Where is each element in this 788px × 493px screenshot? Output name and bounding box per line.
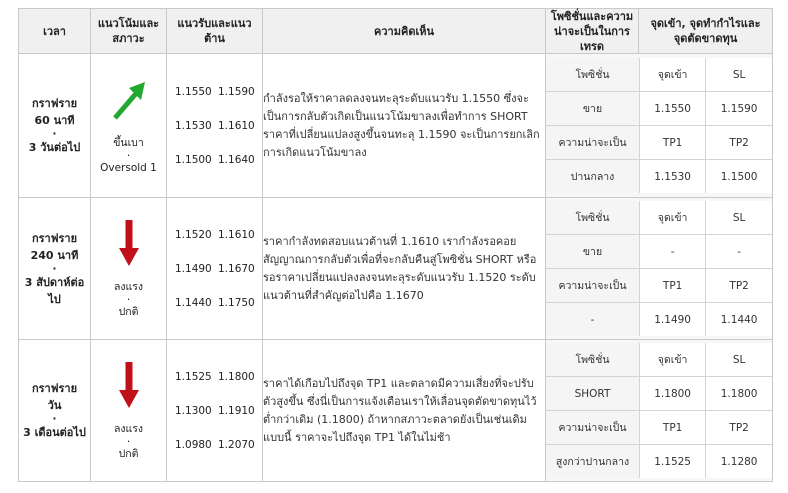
condition-label: ปกติ bbox=[118, 305, 139, 318]
level-pair bbox=[167, 286, 262, 320]
period-line-3: 3 สัปดาห์ต่อไป bbox=[24, 275, 85, 306]
pos-label: สูงกว่าปานกลาง bbox=[546, 445, 640, 479]
position-subtable bbox=[546, 343, 772, 478]
period-line-2: วัน bbox=[47, 399, 62, 412]
period-line-2: 60 นาที bbox=[34, 114, 75, 127]
pos-label: ความน่าจะเป็น bbox=[546, 269, 640, 303]
pos-label: ความน่าจะเป็น bbox=[546, 411, 640, 445]
position-cell bbox=[546, 198, 773, 340]
period-cell bbox=[19, 198, 91, 340]
trend-cell bbox=[91, 340, 167, 482]
pos-label: ขาย bbox=[546, 92, 640, 126]
period-cell bbox=[19, 54, 91, 198]
levels-cell bbox=[167, 54, 263, 198]
pos-value: 1.1800 bbox=[640, 377, 706, 411]
position-cell bbox=[546, 340, 773, 482]
pos-label: - bbox=[546, 303, 640, 337]
header-row bbox=[19, 9, 773, 54]
pos-value: 1.1525 bbox=[640, 445, 706, 479]
pos-value: SL bbox=[706, 343, 772, 377]
trend-cell bbox=[91, 198, 167, 340]
separator-dot: · bbox=[52, 261, 57, 275]
header-trend: แนวโน้มและสภาวะ bbox=[91, 9, 167, 54]
pos-value: 1.1530 bbox=[640, 160, 706, 194]
pos-value: TP2 bbox=[706, 269, 772, 303]
arrow-up-right-icon bbox=[109, 76, 149, 124]
level-pair bbox=[167, 428, 262, 462]
trend-label: ลงแรง bbox=[113, 280, 144, 293]
table-row bbox=[19, 54, 773, 198]
level-pair bbox=[167, 252, 262, 286]
support-level: 1.0980 bbox=[175, 438, 212, 451]
pos-value: SL bbox=[706, 201, 772, 235]
resistance-level: 1.1590 bbox=[218, 85, 255, 98]
levels-cell bbox=[167, 340, 263, 482]
arrow-down-icon bbox=[117, 360, 141, 410]
comment-cell: ราคาได้เกือบไปถึงจุด TP1 และตลาดมีความเสี่ยงที่จะปรับตัวสูงขึ้น ซึ่งนี่เป็นการแจ้งเตือนเราให้เลื่อนจุดตัดขาดทุนไว้ต่ำกว่าเดิม (1.1800) ถ้าหากสภาวะตลาดยังเป็นเช่นเดิมแบบนี้ ราคาจะไปถึงจุด TP1 ได้ในไม่ช้า bbox=[263, 340, 546, 482]
position-subtable bbox=[546, 58, 772, 193]
pos-value: จุดเข้า bbox=[640, 58, 706, 92]
resistance-level: 1.1640 bbox=[218, 153, 255, 166]
forecast-table bbox=[18, 8, 773, 482]
pos-value: - bbox=[706, 235, 772, 269]
position-cell bbox=[546, 54, 773, 198]
separator-dot: · bbox=[52, 127, 57, 140]
header-comment: ความคิดเห็น bbox=[263, 9, 546, 54]
trend-cell bbox=[91, 54, 167, 198]
support-level: 1.1300 bbox=[175, 404, 212, 417]
level-pair bbox=[167, 143, 262, 177]
resistance-level: 1.1610 bbox=[218, 119, 255, 132]
condition-label: ปกติ bbox=[118, 447, 139, 460]
pos-value: 1.1550 bbox=[640, 92, 706, 126]
table-row bbox=[19, 198, 773, 340]
position-subtable bbox=[546, 201, 772, 336]
period-line-1: กราฟราย bbox=[31, 97, 78, 110]
pos-label: ขาย bbox=[546, 235, 640, 269]
support-level: 1.1520 bbox=[175, 228, 212, 241]
table-row bbox=[19, 340, 773, 482]
support-level: 1.1530 bbox=[175, 119, 212, 132]
period-line-2: 240 นาที bbox=[30, 248, 79, 262]
resistance-level: 1.2070 bbox=[218, 438, 255, 451]
levels-cell bbox=[167, 198, 263, 340]
period-line-1: กราฟราย bbox=[31, 382, 78, 395]
support-level: 1.1440 bbox=[175, 296, 212, 309]
trend-label: ขึ้นเบา bbox=[113, 136, 144, 149]
pos-value: 1.1440 bbox=[706, 303, 772, 337]
period-line-3: 3 วันต่อไป bbox=[28, 141, 81, 154]
pos-label: โพซิชั่น bbox=[546, 58, 640, 92]
pos-value: จุดเข้า bbox=[640, 343, 706, 377]
support-level: 1.1500 bbox=[175, 153, 212, 166]
support-level: 1.1525 bbox=[175, 370, 212, 383]
header-position-group bbox=[546, 9, 773, 54]
resistance-level: 1.1670 bbox=[218, 262, 255, 275]
pos-label: โพซิชั่น bbox=[546, 201, 640, 235]
support-level: 1.1550 bbox=[175, 85, 212, 98]
pos-value: 1.1590 bbox=[706, 92, 772, 126]
level-pair bbox=[167, 394, 262, 428]
pos-value: TP1 bbox=[640, 126, 706, 160]
pos-value: SL bbox=[706, 58, 772, 92]
period-line-3: 3 เดือนต่อไป bbox=[23, 426, 86, 439]
pos-label: ปานกลาง bbox=[546, 160, 640, 194]
header-time: เวลา bbox=[19, 9, 91, 54]
pos-value: - bbox=[640, 235, 706, 269]
header-levels: แนวรับและแนวต้าน bbox=[167, 9, 263, 54]
separator-dot: · bbox=[126, 149, 131, 162]
pos-value: 1.1280 bbox=[706, 445, 772, 479]
level-pair bbox=[167, 360, 262, 394]
pos-value: 1.1500 bbox=[706, 160, 772, 194]
resistance-level: 1.1750 bbox=[218, 296, 255, 309]
pos-value: TP2 bbox=[706, 411, 772, 445]
support-level: 1.1490 bbox=[175, 262, 212, 275]
separator-dot: · bbox=[126, 435, 131, 448]
separator-dot: · bbox=[52, 412, 57, 425]
arrow-down-icon bbox=[117, 218, 141, 268]
separator-dot: · bbox=[126, 293, 131, 306]
pos-value: TP1 bbox=[640, 411, 706, 445]
pos-value: TP1 bbox=[640, 269, 706, 303]
condition-label: Oversold 1 bbox=[100, 161, 157, 174]
resistance-level: 1.1610 bbox=[218, 228, 255, 241]
resistance-level: 1.1910 bbox=[218, 404, 255, 417]
pos-value: 1.1800 bbox=[706, 377, 772, 411]
trend-label: ลงแรง bbox=[113, 422, 144, 435]
period-cell bbox=[19, 340, 91, 482]
header-entry: จุดเข้า, จุดทำกำไรและจุดตัดขาดทุน bbox=[650, 17, 761, 45]
pos-label: โพซิชั่น bbox=[546, 343, 640, 377]
level-pair bbox=[167, 218, 262, 252]
pos-value: TP2 bbox=[706, 126, 772, 160]
comment-cell: ราคากำลังทดสอบแนวต้านที่ 1.1610 เรากำลังรอคอยสัญญาณการกลับตัวเพื่อที่จะกลับคืนสู่โพซิชั่น SHORT หรือรอราคาเปลี่ยนแปลงลงจนทะลุระดับแนวรับ 1.1520 ระดับแนวต้านที่สำคัญต่อไปคือ 1.1670 bbox=[263, 198, 546, 340]
pos-value: 1.1490 bbox=[640, 303, 706, 337]
header-position: โพซิชั่นและความน่าจะเป็นในการเทรด bbox=[546, 9, 639, 53]
pos-label: ความน่าจะเป็น bbox=[546, 126, 640, 160]
level-pair bbox=[167, 75, 262, 109]
level-pair bbox=[167, 109, 262, 143]
pos-label: SHORT bbox=[546, 377, 640, 411]
pos-value: จุดเข้า bbox=[640, 201, 706, 235]
resistance-level: 1.1800 bbox=[218, 370, 255, 383]
comment-cell: กำลังรอให้ราคาลดลงจนทะลุระดับแนวรับ 1.1550 ซึ่งจะเป็นการกลับตัวเกิดเป็นแนวโน้มขาลงเพื่อทำการ SHORT ราคาที่เปลี่ยนแปลงสูงขึ้นจนทะลุ 1.1590 จะเป็นการยกเลิกการเกิดแนวโน้มขาลง bbox=[263, 54, 546, 198]
period-line-1: กราฟราย bbox=[31, 231, 78, 245]
